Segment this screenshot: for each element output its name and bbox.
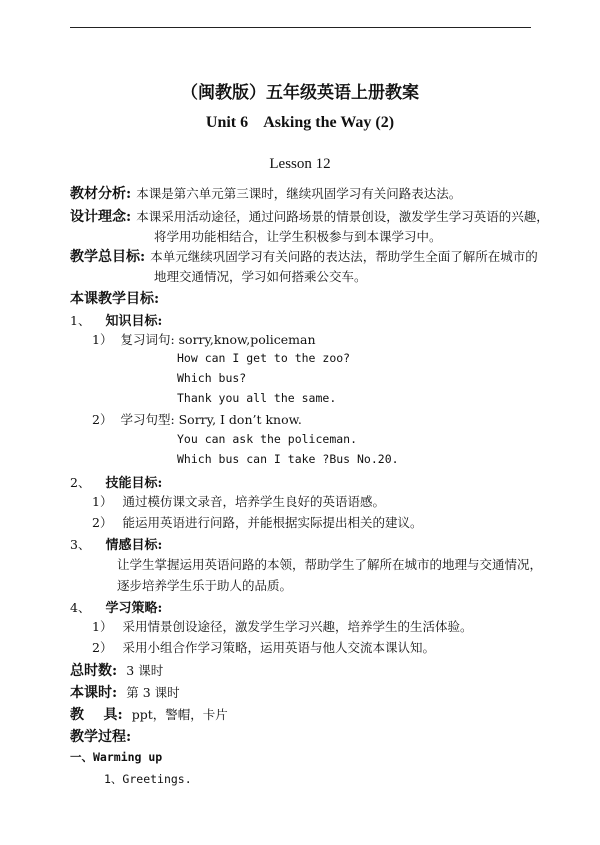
skill-item-num: 1） — [92, 494, 113, 509]
knowledge-item2-num: 2） — [92, 412, 113, 427]
knowledge-goal — [70, 310, 162, 329]
knowledge-item1-line: Which bus? — [177, 371, 247, 385]
skill-goal — [70, 472, 162, 491]
emotion-line1: 让学生掌握运用英语问路的本领，帮助学生了解所在城市的地理与交通情况， — [117, 557, 543, 572]
strategy-num: 4、 — [70, 600, 91, 615]
skill-item — [92, 492, 385, 510]
knowledge-item1-num: 1） — [92, 332, 113, 347]
this-hour-label: 本课时: — [70, 685, 118, 701]
knowledge-label: 知识目标: — [105, 314, 163, 329]
knowledge-num: 1、 — [70, 313, 91, 328]
knowledge-item2-line: Which bus can I take ?Bus No.20. — [177, 452, 399, 466]
knowledge-item1 — [92, 330, 316, 348]
analysis-label: 教材分析: — [70, 186, 132, 202]
unit-title: Unit 6 Asking the Way (2) — [205, 114, 395, 131]
knowledge-item2-line: You can ask the policeman. — [177, 432, 358, 446]
overall-goal-line2: 地理交通情况，学习如何搭乘公交车。 — [154, 269, 367, 284]
total-hours-label: 总时数: — [70, 663, 118, 679]
tools-value: ppt，警帽，卡片 — [131, 707, 228, 722]
knowledge-item1-line: Thank you all the same. — [177, 391, 337, 405]
concept-label: 设计理念: — [70, 209, 132, 225]
overall-goal-line1: 本单元继续巩固学习有关问路的表达法，帮助学生全面了解所在城市的 — [150, 249, 538, 264]
total-hours — [70, 660, 163, 680]
skill-item-text: 能运用英语进行问路，并能根据实际提出相关的建议。 — [122, 515, 423, 530]
knowledge-item2 — [92, 410, 302, 428]
emotion-label: 情感目标: — [105, 538, 163, 553]
emotion-line2: 逐步培养学生乐于助人的品质。 — [117, 578, 293, 593]
overall-goal-section — [70, 246, 538, 266]
tools-label: 教 具: — [70, 707, 123, 723]
knowledge-item2-label: 学习句型: Sorry, I don’t know. — [120, 412, 302, 427]
strategy-item-num: 2） — [92, 640, 113, 655]
analysis-text: 本课是第六单元第三课时，继续巩固学习有关问路表达法。 — [136, 186, 462, 201]
strategy-item — [92, 638, 435, 656]
analysis-section — [70, 183, 461, 203]
strategy-item-num: 1） — [92, 619, 113, 634]
strategy-goal — [70, 597, 162, 616]
skill-item-num: 2） — [92, 515, 113, 530]
skill-item-text: 通过模仿课文录音，培养学生良好的英语语感。 — [122, 494, 385, 509]
total-hours-value: 3 课时 — [126, 663, 164, 678]
process-heading: 教学过程: — [70, 729, 132, 745]
lesson-title: Lesson 12 — [269, 156, 331, 172]
concept-section — [70, 206, 549, 226]
this-hour-value: 第 3 课时 — [126, 685, 180, 700]
skill-label: 技能目标: — [105, 476, 163, 491]
strategy-item-text: 采用小组合作学习策略，运用英语与他人交流本课认知。 — [122, 640, 435, 655]
this-hour — [70, 682, 180, 702]
skill-item — [92, 513, 422, 531]
header-rule — [70, 27, 531, 28]
process-step1: 一、Warming up — [70, 750, 163, 764]
concept-line2: 将学用功能相结合，让学生积极参与到本课学习中。 — [154, 229, 442, 244]
emotion-num: 3、 — [70, 537, 91, 552]
overall-goal-label: 教学总目标: — [70, 249, 146, 265]
skill-num: 2、 — [70, 475, 91, 490]
knowledge-item1-line: How can I get to the zoo? — [177, 351, 351, 365]
strategy-item — [92, 617, 472, 635]
knowledge-item1-label: 复习词句: sorry,know,policeman — [120, 332, 316, 347]
concept-line1: 本课采用活动途径，通过问路场景的情景创设，激发学生学习英语的兴趣， — [136, 209, 549, 224]
strategy-item-text: 采用情景创设途径，激发学生学习兴趣，培养学生的生活体验。 — [122, 619, 473, 634]
teaching-tools — [70, 704, 228, 724]
strategy-label: 学习策略: — [105, 601, 163, 616]
process-step1-item: 1、Greetings. — [104, 772, 192, 786]
lesson-goals-heading: 本课教学目标: — [70, 291, 160, 307]
emotion-goal — [70, 534, 162, 553]
document-title: （闽教版）五年级英语上册教案 — [181, 83, 419, 103]
